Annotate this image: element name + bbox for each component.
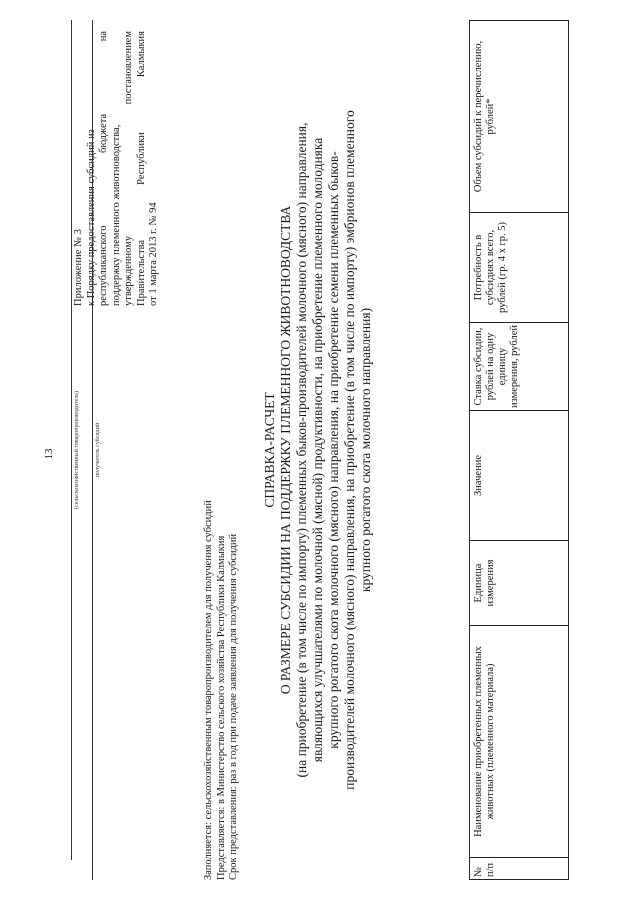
header-cell: Объем субсидий к перечислению, рублей* xyxy=(470,21,569,213)
deadline-line: Срок представления: раз в год при подаче заявления для получения субсидий xyxy=(228,533,239,880)
appendix-line: поддержку племенного животноводства, xyxy=(110,124,122,306)
appendix-line: Приложение № 3 xyxy=(73,229,84,306)
subsidy-table xyxy=(469,20,569,880)
title-body-line: крупного рогатого скота молочного направления) xyxy=(358,307,373,593)
recipient-caption: получатель субсидий xyxy=(95,422,101,478)
recipient-caption: (сельскохозяйственный товаропроизводитель) xyxy=(74,391,80,509)
title-body-line: являющихся улучшателями по молочной (мясной) продуктивности, на приобретение племенного молодняка xyxy=(310,137,325,763)
appendix-line: республиканского бюджета на xyxy=(98,31,109,306)
header-cell: № п/п xyxy=(470,858,569,880)
submit-to-line: Представляется: в Министерство сельского хозяйства Республики Калмыкия xyxy=(215,535,227,880)
title-body-line: крупного рогатого скота молочного (мясного) направления, на приобретение семени племенных быков- xyxy=(326,151,341,749)
page-number: 13 xyxy=(43,448,55,460)
title-line: СПРАВКА-РАСЧЕТ xyxy=(262,392,277,508)
header-cell: Значение xyxy=(470,411,569,541)
table-header-row xyxy=(470,21,569,880)
recipient-line[interactable] xyxy=(92,20,93,880)
fill-by-line: Заполняется: сельскохозяйственным товаропроизводителем для получения субсидий xyxy=(203,500,214,880)
header-cell: Ставка субсидии, рублей на одну единицу измерения, рублей xyxy=(470,323,569,411)
appendix-line: к Порядку предоставления субсидий из xyxy=(85,129,97,306)
appendix-line: Правительства Республики Калмыкия xyxy=(135,31,147,306)
header-cell: Единица измерения xyxy=(470,541,569,626)
submission-info xyxy=(203,500,241,880)
document-title xyxy=(262,20,374,880)
title-line: О РАЗМЕРЕ СУБСИДИИ НА ПОДДЕРЖКУ ПЛЕМЕННОГО ЖИВОТНОВОДСТВА xyxy=(278,205,293,695)
appendix-block xyxy=(73,31,161,306)
appendix-line: от 1 марта 2013 г. № 94 xyxy=(148,202,159,306)
title-body-line: производителей молочного (мясного) направления, на приобретение (в том числе по импорту) эмбрионов племенного xyxy=(342,110,357,790)
title-body-line: (на приобретение (в том числе по импорту) племенных быков-производителей молочного (мясного) направления, xyxy=(294,122,309,778)
header-cell: Наименование приобретенных племенных животных (племенного материала) xyxy=(470,626,569,858)
header-cell: Потребность в субсидиях всего, рублей (гр. 4 х гр. 5) xyxy=(470,213,569,323)
recipient-line[interactable] xyxy=(71,20,72,860)
appendix-line: утвержденному постановлением xyxy=(123,31,134,306)
rotated-document-page xyxy=(65,20,575,880)
